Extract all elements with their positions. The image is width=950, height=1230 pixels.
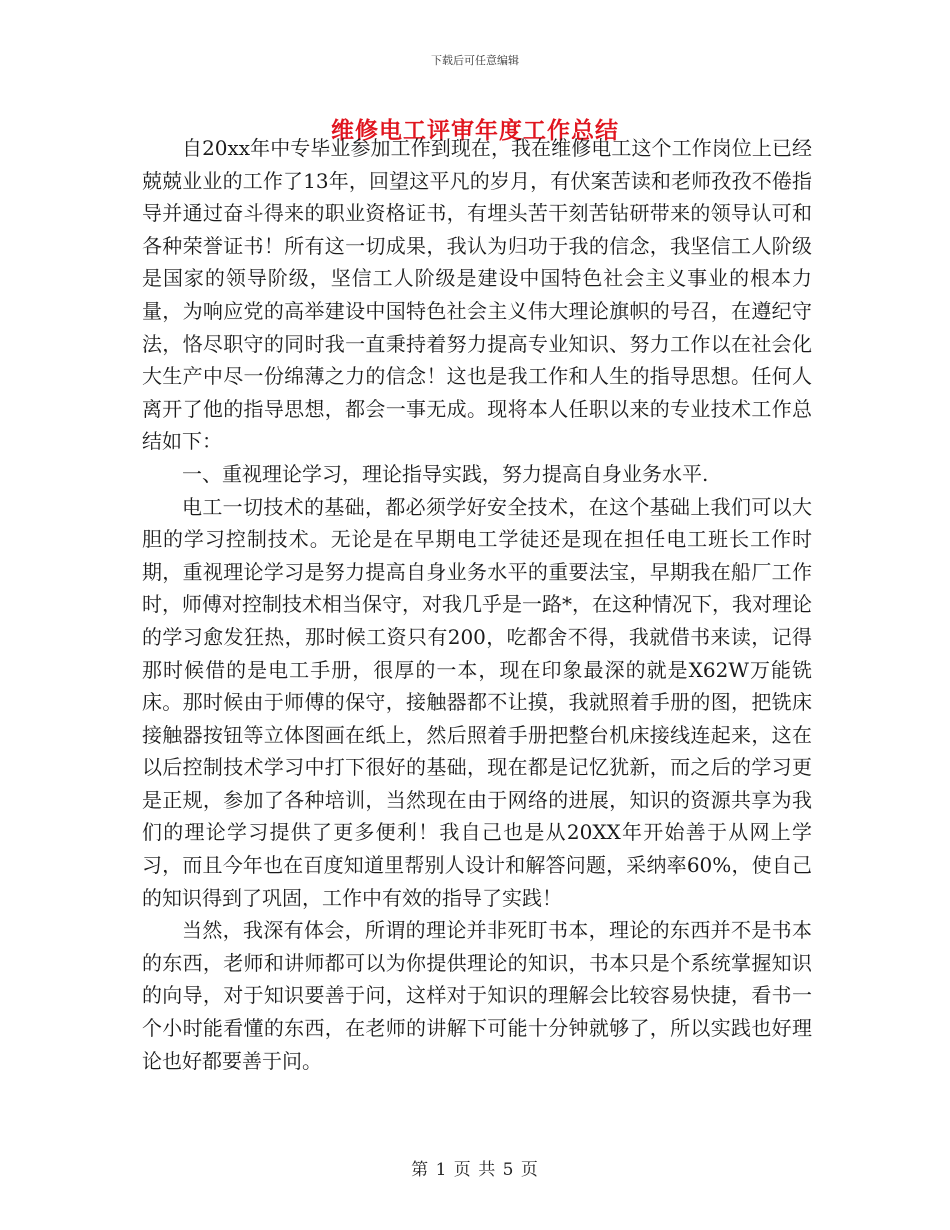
page-header: 下载后可任意编辑 <box>431 54 519 67</box>
page-number: 第 1 页 共 5 页 <box>411 1160 539 1180</box>
document-body <box>142 132 812 1077</box>
document-title: 维修电工评审年度工作总结 <box>331 117 619 144</box>
paragraph-ask-questions: 当然，我深有体会，所谓的理论并非死盯书本，理论的东西并不是书本的东西，老师和讲师都可以为你提供理论的知识，书本只是个系统掌握知识的向导，对于知识要善于问，这样对于知识的理解会比较容易快捷，看书一个小时能看懂的东西，在老师的讲解下可能十分钟就够了，所以实践也好理论也好都要善于问。 <box>142 918 812 1073</box>
paragraph-intro: 自20xx年中专毕业参加工作到现在，我在维修电工这个工作岗位上已经兢兢业业的工作了13年，回望这平凡的岁月，有伏案苦读和老师孜孜不倦指导并通过奋斗得来的职业资格证书，有埋头苦干刻苦钻研带来的领导认可和各种荣誉证书！所有这一切成果，我认为归功于我的信念，我坚信工人阶级是国家的领导阶级，坚信工人阶级是建设中国特色社会主义事业的根本力量，为响应党的高举建设中国特色社会主义伟大理论旗帜的号召，在遵纪守法，恪尽职守的同时我一直秉持着努力提高专业知识、努力工作以在社会化大生产中尽一份绵薄之力的信念！这也是我工作和人生的指导思想。任何人离开了他的指导思想，都会一事无成。现将本人任职以来的专业技术工作总结如下： <box>142 136 812 454</box>
section-heading-1: 一、重视理论学习，理论指导实践，努力提高自身业务水平. <box>182 461 709 486</box>
paragraph-theory-study: 电工一切技术的基础，都必须学好安全技术，在这个基础上我们可以大胆的学习控制技术。无论是在早期电工学徒还是现在担任电工班长工作时期，重视理论学习是努力提高自身业务水平的重要法宝，早期我在船厂工作时，师傅对控制技术相当保守，对我几乎是一路*，在这种情况下，我对理论的学习愈发狂热，那时候工资只有200，吃都舍不得，我就借书来读，记得那时候借的是电工手册，很厚的一本，现在印象最深的就是X62W万能铣床。那时候由于师傅的保守，接触器都不让摸，我就照着手册的图，把铣床接触器按钮等立体图画在纸上，然后照着手册把整台机床接线连起来，这在以后控制技术学习中打下很好的基础，现在都是记忆犹新，而之后的学习更是正规，参加了各种培训，当然现在由于网络的进展，知识的资源共享为我们的理论学习提供了更多便利！我自己也是从20XX年开始善于从网上学习，而且今年也在百度知道里帮别人设计和解答问题，采纳率60%，使自己的知识得到了巩固，工作中有效的指导了实践！ <box>142 494 812 910</box>
